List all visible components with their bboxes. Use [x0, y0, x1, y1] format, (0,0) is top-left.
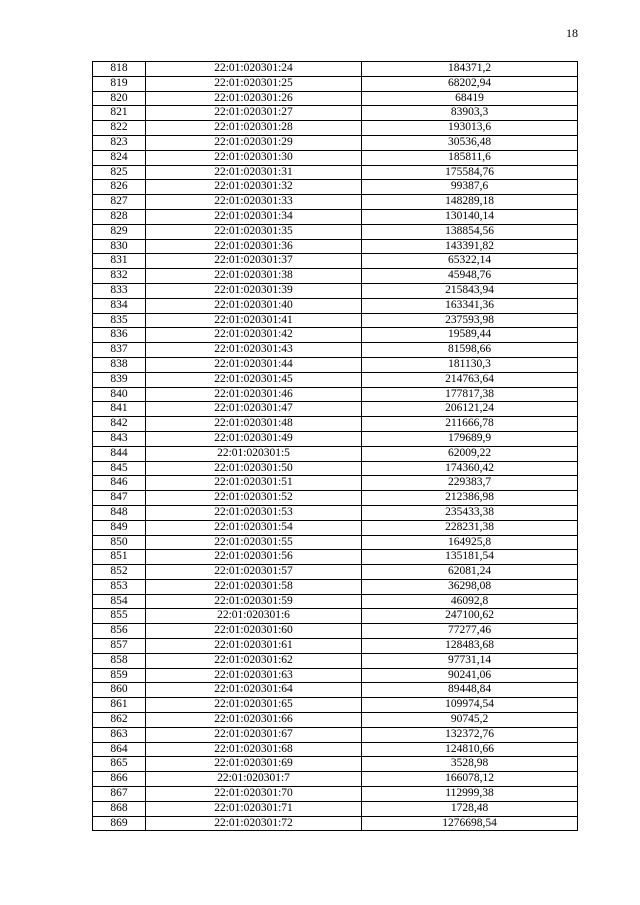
cadastral-number-cell: 22:01:020301:36: [146, 239, 362, 254]
row-number-cell: 818: [93, 62, 146, 77]
cadastral-number-cell: 22:01:020301:26: [146, 91, 362, 106]
cadastral-number-cell: 22:01:020301:38: [146, 269, 362, 284]
cadastral-number-cell: 22:01:020301:27: [146, 106, 362, 121]
table-row: [93, 446, 578, 461]
row-number-cell: 849: [93, 520, 146, 535]
table-row: [93, 653, 578, 668]
table-row: [93, 594, 578, 609]
value-cell: 62081,24: [362, 565, 578, 580]
page-number: 18: [566, 26, 578, 40]
value-cell: 19589,44: [362, 328, 578, 343]
value-cell: 109974,54: [362, 698, 578, 713]
value-cell: 62009,22: [362, 446, 578, 461]
row-number-cell: 864: [93, 742, 146, 757]
table-row: [93, 180, 578, 195]
row-number-cell: 853: [93, 579, 146, 594]
value-cell: 130140,14: [362, 209, 578, 224]
row-number-cell: 852: [93, 565, 146, 580]
row-number-cell: 856: [93, 624, 146, 639]
value-cell: 185811,6: [362, 150, 578, 165]
row-number-cell: 836: [93, 328, 146, 343]
cadastral-number-cell: 22:01:020301:35: [146, 224, 362, 239]
value-cell: 124810,66: [362, 742, 578, 757]
value-cell: 175584,76: [362, 165, 578, 180]
table-row: [93, 757, 578, 772]
cadastral-number-cell: 22:01:020301:32: [146, 180, 362, 195]
row-number-cell: 848: [93, 505, 146, 520]
table-row: [93, 476, 578, 491]
row-number-cell: 869: [93, 816, 146, 831]
value-cell: 45948,76: [362, 269, 578, 284]
row-number-cell: 861: [93, 698, 146, 713]
row-number-cell: 834: [93, 298, 146, 313]
row-number-cell: 867: [93, 787, 146, 802]
value-cell: 206121,24: [362, 402, 578, 417]
value-cell: 184371,2: [362, 62, 578, 77]
row-number-cell: 863: [93, 727, 146, 742]
value-cell: 81598,66: [362, 343, 578, 358]
table-row: [93, 713, 578, 728]
cadastral-number-cell: 22:01:020301:34: [146, 209, 362, 224]
table-row: [93, 624, 578, 639]
table-row: [93, 328, 578, 343]
value-cell: 229383,7: [362, 476, 578, 491]
table-row: [93, 579, 578, 594]
value-cell: 83903,3: [362, 106, 578, 121]
value-cell: 181130,3: [362, 357, 578, 372]
cadastral-number-cell: 22:01:020301:64: [146, 683, 362, 698]
cadastral-number-cell: 22:01:020301:57: [146, 565, 362, 580]
table-row: [93, 787, 578, 802]
table-row: [93, 535, 578, 550]
cadastral-number-cell: 22:01:020301:31: [146, 165, 362, 180]
table-row: [93, 165, 578, 180]
cadastral-number-cell: 22:01:020301:25: [146, 76, 362, 91]
cadastral-number-cell: 22:01:020301:48: [146, 417, 362, 432]
row-number-cell: 859: [93, 668, 146, 683]
value-cell: 143391,82: [362, 239, 578, 254]
table-body: [93, 62, 578, 831]
value-cell: 148289,18: [362, 195, 578, 210]
cadastral-number-cell: 22:01:020301:63: [146, 668, 362, 683]
cadastral-number-cell: 22:01:020301:37: [146, 254, 362, 269]
table-row: [93, 772, 578, 787]
cadastral-number-cell: 22:01:020301:68: [146, 742, 362, 757]
value-cell: 179689,9: [362, 431, 578, 446]
row-number-cell: 820: [93, 91, 146, 106]
table-row: [93, 505, 578, 520]
cadastral-number-cell: 22:01:020301:24: [146, 62, 362, 77]
cadastral-number-cell: 22:01:020301:6: [146, 609, 362, 624]
row-number-cell: 865: [93, 757, 146, 772]
table-row: [93, 224, 578, 239]
value-cell: 247100,62: [362, 609, 578, 624]
cadastral-number-cell: 22:01:020301:51: [146, 476, 362, 491]
value-cell: 177817,38: [362, 387, 578, 402]
row-number-cell: 827: [93, 195, 146, 210]
cadastral-number-cell: 22:01:020301:66: [146, 713, 362, 728]
row-number-cell: 843: [93, 431, 146, 446]
table-row: [93, 801, 578, 816]
table-row: [93, 135, 578, 150]
value-cell: 68202,94: [362, 76, 578, 91]
row-number-cell: 831: [93, 254, 146, 269]
row-number-cell: 826: [93, 180, 146, 195]
row-number-cell: 825: [93, 165, 146, 180]
cadastral-number-cell: 22:01:020301:72: [146, 816, 362, 831]
value-cell: 237593,98: [362, 313, 578, 328]
table-row: [93, 565, 578, 580]
table-row: [93, 639, 578, 654]
value-cell: 128483,68: [362, 639, 578, 654]
value-cell: 89448,84: [362, 683, 578, 698]
table-row: [93, 431, 578, 446]
cadastral-number-cell: 22:01:020301:44: [146, 357, 362, 372]
value-cell: 212386,98: [362, 491, 578, 506]
cadastral-number-cell: 22:01:020301:52: [146, 491, 362, 506]
cadastral-number-cell: 22:01:020301:47: [146, 402, 362, 417]
value-cell: 166078,12: [362, 772, 578, 787]
table-row: [93, 520, 578, 535]
row-number-cell: 860: [93, 683, 146, 698]
row-number-cell: 844: [93, 446, 146, 461]
value-cell: 112999,38: [362, 787, 578, 802]
cadastral-number-cell: 22:01:020301:42: [146, 328, 362, 343]
row-number-cell: 828: [93, 209, 146, 224]
value-cell: 3528,98: [362, 757, 578, 772]
value-cell: 68419: [362, 91, 578, 106]
row-number-cell: 851: [93, 550, 146, 565]
cadastral-number-cell: 22:01:020301:41: [146, 313, 362, 328]
cadastral-number-cell: 22:01:020301:43: [146, 343, 362, 358]
table-row: [93, 62, 578, 77]
table-row: [93, 76, 578, 91]
row-number-cell: 858: [93, 653, 146, 668]
table-row: [93, 91, 578, 106]
row-number-cell: 866: [93, 772, 146, 787]
value-cell: 163341,36: [362, 298, 578, 313]
cadastral-number-cell: 22:01:020301:55: [146, 535, 362, 550]
value-cell: 46092,8: [362, 594, 578, 609]
cadastral-number-cell: 22:01:020301:62: [146, 653, 362, 668]
cadastral-number-cell: 22:01:020301:39: [146, 283, 362, 298]
value-cell: 228231,38: [362, 520, 578, 535]
cadastral-number-cell: 22:01:020301:70: [146, 787, 362, 802]
row-number-cell: 838: [93, 357, 146, 372]
cadastral-number-cell: 22:01:020301:69: [146, 757, 362, 772]
cadastral-number-cell: 22:01:020301:50: [146, 461, 362, 476]
row-number-cell: 855: [93, 609, 146, 624]
value-cell: 99387,6: [362, 180, 578, 195]
value-cell: 211666,78: [362, 417, 578, 432]
table-row: [93, 269, 578, 284]
value-cell: 235433,38: [362, 505, 578, 520]
row-number-cell: 845: [93, 461, 146, 476]
value-cell: 215843,94: [362, 283, 578, 298]
row-number-cell: 854: [93, 594, 146, 609]
cadastral-number-cell: 22:01:020301:46: [146, 387, 362, 402]
table-row: [93, 816, 578, 831]
row-number-cell: 837: [93, 343, 146, 358]
value-cell: 90241,06: [362, 668, 578, 683]
table-row: [93, 150, 578, 165]
table-row: [93, 491, 578, 506]
row-number-cell: 822: [93, 121, 146, 136]
cadastral-number-cell: 22:01:020301:53: [146, 505, 362, 520]
value-cell: 97731,14: [362, 653, 578, 668]
table-row: [93, 417, 578, 432]
table-row: [93, 402, 578, 417]
cadastral-number-cell: 22:01:020301:65: [146, 698, 362, 713]
cadastral-number-cell: 22:01:020301:5: [146, 446, 362, 461]
table-row: [93, 254, 578, 269]
table-row: [93, 461, 578, 476]
row-number-cell: 824: [93, 150, 146, 165]
cadastral-number-cell: 22:01:020301:59: [146, 594, 362, 609]
cadastral-number-cell: 22:01:020301:7: [146, 772, 362, 787]
table-row: [93, 550, 578, 565]
table-row: [93, 195, 578, 210]
cadastral-number-cell: 22:01:020301:58: [146, 579, 362, 594]
table-row: [93, 668, 578, 683]
value-cell: 138854,56: [362, 224, 578, 239]
row-number-cell: 821: [93, 106, 146, 121]
row-number-cell: 819: [93, 76, 146, 91]
table-row: [93, 106, 578, 121]
value-cell: 65322,14: [362, 254, 578, 269]
row-number-cell: 829: [93, 224, 146, 239]
cadastral-number-cell: 22:01:020301:54: [146, 520, 362, 535]
cadastral-number-cell: 22:01:020301:45: [146, 372, 362, 387]
cadastral-number-cell: 22:01:020301:33: [146, 195, 362, 210]
row-number-cell: 823: [93, 135, 146, 150]
value-cell: 193013,6: [362, 121, 578, 136]
table-row: [93, 387, 578, 402]
cadastral-number-cell: 22:01:020301:60: [146, 624, 362, 639]
table-row: [93, 343, 578, 358]
table-row: [93, 121, 578, 136]
table-row: [93, 283, 578, 298]
value-cell: 164925,8: [362, 535, 578, 550]
cadastral-number-cell: 22:01:020301:29: [146, 135, 362, 150]
row-number-cell: 842: [93, 417, 146, 432]
table-row: [93, 298, 578, 313]
cadastral-number-cell: 22:01:020301:56: [146, 550, 362, 565]
row-number-cell: 841: [93, 402, 146, 417]
value-cell: 36298,08: [362, 579, 578, 594]
value-cell: 1728,48: [362, 801, 578, 816]
row-number-cell: 839: [93, 372, 146, 387]
value-cell: 135181,54: [362, 550, 578, 565]
row-number-cell: 857: [93, 639, 146, 654]
row-number-cell: 868: [93, 801, 146, 816]
value-cell: 174360,42: [362, 461, 578, 476]
row-number-cell: 832: [93, 269, 146, 284]
value-cell: 90745,2: [362, 713, 578, 728]
row-number-cell: 833: [93, 283, 146, 298]
table-row: [93, 313, 578, 328]
value-cell: 214763,64: [362, 372, 578, 387]
cadastral-number-cell: 22:01:020301:67: [146, 727, 362, 742]
value-cell: 132372,76: [362, 727, 578, 742]
row-number-cell: 830: [93, 239, 146, 254]
table-row: [93, 742, 578, 757]
cadastral-number-cell: 22:01:020301:40: [146, 298, 362, 313]
cadastral-number-cell: 22:01:020301:71: [146, 801, 362, 816]
cadastral-number-cell: 22:01:020301:30: [146, 150, 362, 165]
table-row: [93, 239, 578, 254]
cadastral-table: [92, 61, 578, 831]
table-row: [93, 683, 578, 698]
row-number-cell: 847: [93, 491, 146, 506]
value-cell: 77277,46: [362, 624, 578, 639]
cadastral-number-cell: 22:01:020301:49: [146, 431, 362, 446]
table-row: [93, 727, 578, 742]
cadastral-number-cell: 22:01:020301:28: [146, 121, 362, 136]
cadastral-number-cell: 22:01:020301:61: [146, 639, 362, 654]
value-cell: 1276698,54: [362, 816, 578, 831]
row-number-cell: 840: [93, 387, 146, 402]
table-row: [93, 698, 578, 713]
row-number-cell: 846: [93, 476, 146, 491]
table-row: [93, 357, 578, 372]
row-number-cell: 862: [93, 713, 146, 728]
value-cell: 30536,48: [362, 135, 578, 150]
row-number-cell: 850: [93, 535, 146, 550]
table-row: [93, 372, 578, 387]
row-number-cell: 835: [93, 313, 146, 328]
table-row: [93, 609, 578, 624]
table-row: [93, 209, 578, 224]
